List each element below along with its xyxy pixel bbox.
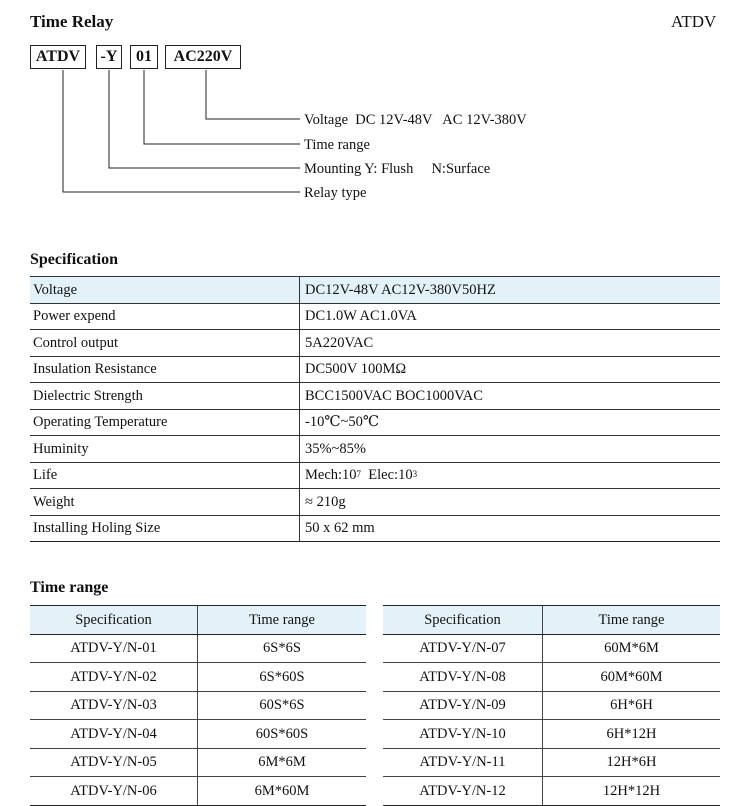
table-row bbox=[383, 663, 720, 692]
table-header-row bbox=[383, 606, 720, 635]
spec-cell: ATDV-Y/N-05 bbox=[30, 748, 198, 777]
spec-cell: ATDV-Y/N-07 bbox=[383, 634, 543, 663]
table-row bbox=[30, 436, 720, 463]
column-header-specification: Specification bbox=[383, 606, 543, 635]
code-box-voltage: AC220V bbox=[165, 45, 241, 69]
time-cell: 12H*6H bbox=[543, 748, 721, 777]
spec-value: ≈ 210g bbox=[300, 489, 721, 516]
table-row bbox=[30, 777, 366, 806]
table-row bbox=[30, 515, 720, 542]
table-row bbox=[30, 303, 720, 330]
time-cell: 6H*12H bbox=[543, 720, 721, 749]
table-row bbox=[383, 720, 720, 749]
spec-cell: ATDV-Y/N-08 bbox=[383, 663, 543, 692]
column-header-time-range: Time range bbox=[198, 606, 367, 635]
spec-cell: ATDV-Y/N-10 bbox=[383, 720, 543, 749]
spec-value: -10℃~50℃ bbox=[300, 409, 721, 436]
column-header-time-range: Time range bbox=[543, 606, 721, 635]
time-range-title: Time range bbox=[30, 579, 109, 596]
spec-value: DC12V-48V AC12V-380V50HZ bbox=[300, 277, 721, 304]
table-row bbox=[30, 383, 720, 410]
spec-value: DC500V 100MΩ bbox=[300, 356, 721, 383]
table-header-row bbox=[30, 606, 366, 635]
time-cell: 60S*6S bbox=[198, 691, 367, 720]
time-cell: 12H*12H bbox=[543, 777, 721, 806]
spec-label: Control output bbox=[30, 330, 300, 357]
table-row bbox=[383, 691, 720, 720]
spec-value: 5A220VAC bbox=[300, 330, 721, 357]
spec-cell: ATDV-Y/N-11 bbox=[383, 748, 543, 777]
code-box-series: ATDV bbox=[30, 45, 86, 69]
spec-label: Power expend bbox=[30, 303, 300, 330]
spec-cell: ATDV-Y/N-01 bbox=[30, 634, 198, 663]
spec-value bbox=[300, 462, 721, 489]
spec-cell: ATDV-Y/N-02 bbox=[30, 663, 198, 692]
time-cell: 60M*6M bbox=[543, 634, 721, 663]
time-cell: 6S*6S bbox=[198, 634, 367, 663]
spec-value: 35%~85% bbox=[300, 436, 721, 463]
life-mech: Mech:10 bbox=[305, 467, 357, 484]
column-header-specification: Specification bbox=[30, 606, 198, 635]
table-row bbox=[30, 409, 720, 436]
table-row bbox=[30, 634, 366, 663]
table-row bbox=[30, 462, 720, 489]
spec-label: Life bbox=[30, 462, 300, 489]
time-cell: 6H*6H bbox=[543, 691, 721, 720]
time-cell: 60M*60M bbox=[543, 663, 721, 692]
code-legend-connectors bbox=[0, 0, 738, 210]
spec-label: Operating Temperature bbox=[30, 409, 300, 436]
time-cell: 6M*60M bbox=[198, 777, 367, 806]
table-row bbox=[30, 691, 366, 720]
spec-cell: ATDV-Y/N-04 bbox=[30, 720, 198, 749]
table-row bbox=[30, 489, 720, 516]
table-row bbox=[30, 330, 720, 357]
specification-title: Specification bbox=[30, 251, 118, 268]
spec-cell: ATDV-Y/N-12 bbox=[383, 777, 543, 806]
table-row bbox=[30, 720, 366, 749]
spec-cell: ATDV-Y/N-03 bbox=[30, 691, 198, 720]
table-row bbox=[30, 356, 720, 383]
spec-cell: ATDV-Y/N-09 bbox=[383, 691, 543, 720]
spec-label: Dielectric Strength bbox=[30, 383, 300, 410]
spec-value: BCC1500VAC BOC1000VAC bbox=[300, 383, 721, 410]
life-elec-exponent: 3 bbox=[412, 469, 418, 480]
time-cell: 60S*60S bbox=[198, 720, 367, 749]
spec-value: 50 x 62 mm bbox=[300, 515, 721, 542]
time-cell: 6S*60S bbox=[198, 663, 367, 692]
spec-label: Weight bbox=[30, 489, 300, 516]
table-row bbox=[30, 663, 366, 692]
table-row bbox=[30, 277, 720, 304]
spec-value: DC1.0W AC1.0VA bbox=[300, 303, 721, 330]
spec-label: Huminity bbox=[30, 436, 300, 463]
spec-label: Voltage bbox=[30, 277, 300, 304]
code-box-time-range: 01 bbox=[130, 45, 158, 69]
legend-time-range: Time range bbox=[304, 137, 370, 153]
life-mech-exponent: 7 bbox=[356, 469, 362, 480]
legend-voltage: Voltage DC 12V-48V AC 12V-380V bbox=[304, 112, 527, 128]
time-range-table-left bbox=[30, 605, 366, 806]
model-code: ATDV bbox=[671, 12, 717, 31]
table-row bbox=[383, 748, 720, 777]
legend-mounting: Mounting Y: Flush N:Surface bbox=[304, 161, 491, 177]
spec-cell: ATDV-Y/N-06 bbox=[30, 777, 198, 806]
legend-relay-type: Relay type bbox=[304, 185, 367, 201]
table-row bbox=[383, 634, 720, 663]
time-cell: 6M*6M bbox=[198, 748, 367, 777]
specification-table bbox=[30, 276, 720, 542]
table-row bbox=[30, 748, 366, 777]
table-row bbox=[383, 777, 720, 806]
time-range-table-right bbox=[383, 605, 720, 806]
page-title: Time Relay bbox=[30, 12, 114, 31]
spec-label: Installing Holing Size bbox=[30, 515, 300, 542]
spec-label: Insulation Resistance bbox=[30, 356, 300, 383]
code-box-mounting: -Y bbox=[96, 45, 122, 69]
life-elec: Elec:10 bbox=[361, 467, 413, 484]
